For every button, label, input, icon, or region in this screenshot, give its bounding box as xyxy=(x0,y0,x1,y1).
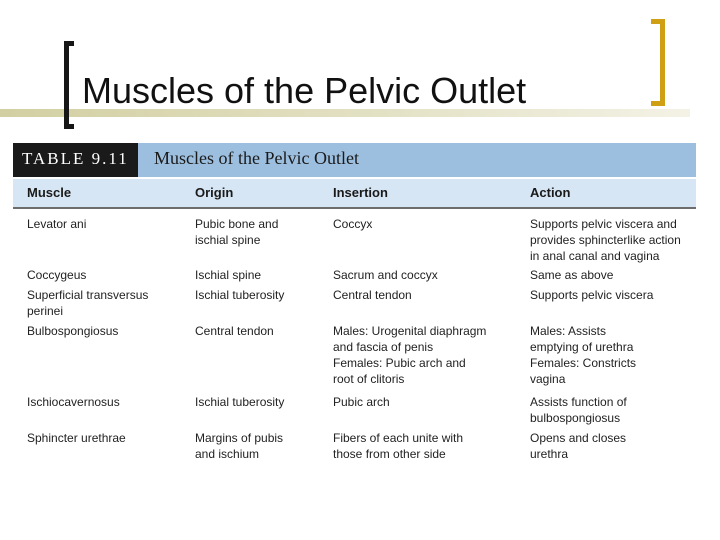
table-title-bar xyxy=(13,143,696,177)
cell-text-line: Levator ani xyxy=(27,217,87,231)
cell-text-line: Same as above xyxy=(530,268,614,282)
cell-text-line: provides sphincterlike action xyxy=(530,233,681,247)
cell-text-line: urethra xyxy=(530,447,569,461)
cell-muscle xyxy=(27,267,192,283)
cell-text-line: Assists function of xyxy=(530,395,627,409)
cell-insertion xyxy=(333,267,523,283)
cell-text-line: Sacrum and coccyx xyxy=(333,268,438,282)
cell-origin xyxy=(195,430,325,461)
cell-insertion xyxy=(333,216,523,232)
cell-text-line: Ischial tuberosity xyxy=(195,395,285,409)
cell-text-line: and ischium xyxy=(195,447,260,461)
cell-text-line: root of clitoris xyxy=(333,372,405,386)
cell-muscle xyxy=(27,216,192,232)
cell-text-line: Bulbospongiosus xyxy=(27,324,119,338)
slide-title: Muscles of the Pelvic Outlet xyxy=(82,70,527,111)
cell-text-line: Ischiocavernosus xyxy=(27,395,120,409)
cell-text-line: Ischial spine xyxy=(195,268,262,282)
cell-text-line: vagina xyxy=(530,372,566,386)
cell-action xyxy=(530,394,695,426)
cell-text-line: Central tendon xyxy=(333,288,412,302)
cell-muscle xyxy=(27,394,192,410)
column-header-row xyxy=(13,179,696,209)
cell-text-line: Males: Assists xyxy=(530,324,607,338)
cell-text-line: Supports pelvic viscera and xyxy=(530,217,677,231)
cell-action xyxy=(530,287,695,303)
cell-muscle xyxy=(27,287,192,319)
cell-muscle xyxy=(27,430,192,446)
cell-text-line: Supports pelvic viscera xyxy=(530,288,654,302)
table-number: TABLE 9.11 xyxy=(22,149,129,168)
right-bracket-decoration xyxy=(651,19,665,106)
cell-text-line: Opens and closes xyxy=(530,431,627,445)
column-header-insertion: Insertion xyxy=(333,185,388,200)
cell-insertion xyxy=(333,394,523,410)
cell-insertion xyxy=(333,430,523,461)
cell-text-line: Central tendon xyxy=(195,324,274,338)
cell-text-line: Fibers of each unite with xyxy=(333,431,464,445)
cell-text-line: Coccygeus xyxy=(27,268,87,282)
cell-text-line: Ischial tuberosity xyxy=(195,288,285,302)
cell-text-line: those from other side xyxy=(333,447,446,461)
cell-muscle xyxy=(27,323,192,339)
cell-action xyxy=(530,267,695,283)
cell-origin xyxy=(195,216,325,248)
cell-text-line: Pubic bone and xyxy=(195,217,279,231)
cell-text-line: bulbospongiosus xyxy=(530,411,621,425)
cell-origin xyxy=(195,394,325,410)
cell-action xyxy=(530,323,695,387)
cell-text-line: Coccyx xyxy=(333,217,373,231)
cell-text-line: Superficial transversus xyxy=(27,288,149,302)
cell-text-line: ischial spine xyxy=(195,233,261,247)
column-header-muscle: Muscle xyxy=(27,185,72,200)
table-caption: Muscles of the Pelvic Outlet xyxy=(154,148,359,168)
cell-origin xyxy=(195,323,325,339)
table-number-box xyxy=(13,143,138,177)
cell-text-line: perinei xyxy=(27,304,64,318)
column-header-action: Action xyxy=(530,185,571,200)
cell-text-line: Females: Pubic arch and xyxy=(333,356,466,370)
cell-text-line: Margins of pubis xyxy=(195,431,284,445)
left-bracket-decoration xyxy=(64,41,74,129)
cell-text-line: and fascia of penis xyxy=(333,340,434,354)
cell-origin xyxy=(195,267,325,283)
cell-text-line: Pubic arch xyxy=(333,395,390,409)
cell-action xyxy=(530,430,695,461)
cell-text-line: Females: Constricts xyxy=(530,356,637,370)
cell-text-line: Sphincter urethrae xyxy=(27,431,126,445)
cell-action xyxy=(530,216,695,264)
cell-insertion xyxy=(333,323,523,387)
cell-text-line: emptying of urethra xyxy=(530,340,634,354)
cell-text-line: Males: Urogenital diaphragm xyxy=(333,324,487,338)
cell-origin xyxy=(195,287,325,303)
column-header-origin: Origin xyxy=(195,185,234,200)
cell-insertion xyxy=(333,287,523,303)
muscle-table-figure xyxy=(13,143,696,461)
cell-text-line: in anal canal and vagina xyxy=(530,249,660,263)
